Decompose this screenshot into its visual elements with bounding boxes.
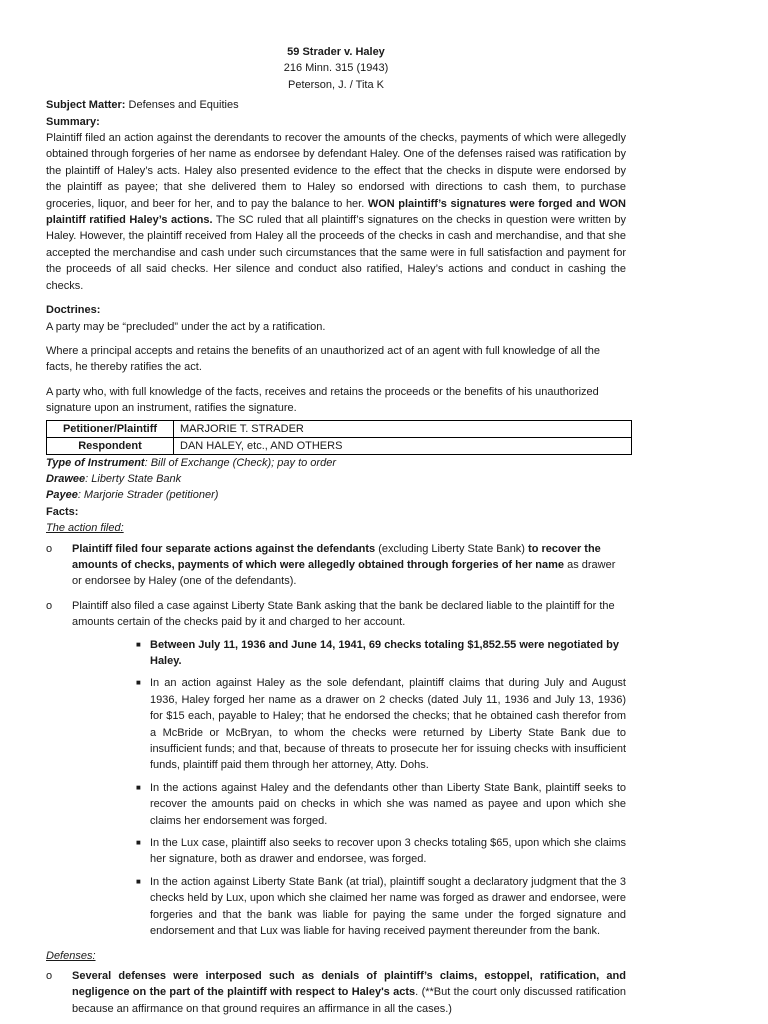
payee-value: : Marjorie Strader (petitioner) — [77, 489, 219, 502]
table-row — [47, 437, 632, 454]
list-item — [46, 598, 626, 631]
case-citation: 216 Minn. 315 (1943) — [283, 62, 389, 75]
party-name: DAN HALEY, etc., AND OTHERS — [174, 437, 632, 454]
action-list — [46, 541, 626, 631]
sub-item-text: In the actions against Haley and the defendants other than Liberty State Bank, plaintiff seeks to recover the amounts paid on checks in which she was named as payee and upon which she claims her endorsement was forged. — [150, 781, 626, 827]
doctrine-2: Where a principal accepts and retains the benefits of an unauthorized act of an agent with full knowledge of all the facts, he thereby ratifies the act. — [46, 344, 601, 374]
sub-item-text: In the Lux case, plaintiff also seeks to recover upon 3 checks totaling $65, upon which she claims her signature, both as drawer and endorsee, was forged. — [150, 837, 626, 866]
party-name: MARJORIE T. STRADER — [174, 420, 632, 437]
drawee — [46, 471, 626, 487]
action-filed-label: The action filed: — [46, 522, 124, 535]
summary-text-a: Plaintiff filed an action against the derendants to recover the amounts of the checks, payments of which were allegedly obtained through forgeries of her name as endorsee by defendant Haley. One of the defenses raised was ratification by the plaintiff of Haley’s acts. Haley also presented evidence to the effect that the checks in dispute were endorsed by the plaintiff as payee; that she delivered them to Haley so endorsed with directions to cash them, to purchase groceries, liquor, and beer for her, and to pay the balance to her. — [46, 132, 626, 210]
subject-label: Subject Matter: — [46, 99, 126, 112]
summary-label: Summary: — [46, 115, 100, 128]
defenses-list — [46, 968, 626, 1017]
facts-label: Facts: — [46, 505, 79, 518]
instrument-type — [46, 455, 626, 471]
action-1-bold-b: to recover the amounts of checks, payments of which were allegedly obtained through forgeries of her name — [72, 542, 601, 571]
doctrine-1: A party may be “precluded” under the act by a ratification. — [46, 320, 326, 333]
payee — [46, 487, 626, 503]
instrument-type-value: : Bill of Exchange (Check); pay to order — [144, 456, 336, 469]
square-bullet-icon: ■ — [136, 838, 141, 848]
party-role: Respondent — [47, 437, 174, 454]
subject-matter — [46, 97, 626, 113]
list-item — [136, 780, 626, 829]
subject-value: Defenses and Equities — [125, 99, 239, 112]
payee-label: Payee — [46, 489, 78, 502]
defenses-bold: Several defenses were interposed such as denials of plaintiff’s claims, estoppel, ratification, and negligence on the part of the plaintiff with respect to Haley's acts — [72, 969, 626, 999]
square-bullet-icon: ■ — [136, 639, 141, 649]
summary-text-c: The SC ruled that all plaintiff’s signatures on the checks in question were written by Haley. However, the plaintiff received from Haley all the proceeds of the checks in cash and merchandise, and that she accepted the merchandise and cash under such circumstances that the same were in full satisfaction and payment for the proceeds of all said checks. Her silence and conduct also ratified, Haley’s actions and conduct in cashing the checks. — [46, 214, 627, 292]
doctrines-label: Doctrines: — [46, 304, 101, 317]
bullet-icon: o — [46, 542, 53, 555]
square-bullet-icon: ■ — [136, 876, 141, 886]
list-item — [46, 968, 626, 1017]
table-row — [47, 420, 632, 437]
drawee-value: : Liberty State Bank — [85, 472, 182, 485]
defenses-label: Defenses: — [46, 949, 96, 962]
parties-table — [46, 420, 632, 455]
doctrine-3: A party who, with full knowledge of the facts, receives and retains the proceeds or the benefits of his unauthorized signature upon an instrument, ratifies the signature. — [46, 385, 599, 415]
action-1-text-b: as drawer or endorsee by Haley (one of the defendants). — [72, 558, 616, 588]
case-header — [46, 44, 626, 93]
list-item — [136, 835, 626, 868]
square-bullet-icon: ■ — [136, 782, 141, 792]
sub-item-text: In an action against Haley as the sole defendant, plaintiff claims that during July and August 1936, Haley forged her name as a drawer on 2 checks (dated July 11, 1936 and July 13, 1936) for $15 each, payable to Haley; that he endorsed the checks; that he obtained cash therefor from a McBride or McBryan, to whom the checks were returned by Liberty State Bank due to insufficient funds; and that, because of threats to prosecute her for issuing checks with insufficient funds, plaintiff paid them through her attorney, Atty. Dohs. — [150, 677, 626, 772]
list-item — [136, 637, 626, 670]
drawee-label: Drawee — [46, 472, 86, 485]
summary-issue: WON plaintiff’s signatures were forged and WON plaintiff ratified Haley’s actions. — [46, 197, 626, 227]
summary-text — [46, 130, 626, 294]
instrument-type-label: Type of Instrument — [46, 456, 145, 469]
square-bullet-icon: ■ — [136, 678, 141, 688]
action-1-text-a: (excluding Liberty State Bank) — [375, 542, 529, 555]
case-title: 59 Strader v. Haley — [287, 46, 385, 58]
sub-item-bold: Between July 11, 1936 and June 14, 1941, 69 checks totaling $1,852.55 were negotiated by Haley. — [150, 638, 619, 667]
sub-item-text: In the action against Liberty State Bank (at trial), plaintiff sought a declaratory judgment that the 3 checks held by Lux, upon which she claimed her name was forged as drawer and endorsee, were forgeries and that the bank was liable for paying the same under the forged signature and endorsement and that Lux was liable for having received payment thereunder from the bank. — [150, 875, 626, 938]
list-item — [136, 675, 626, 773]
list-item — [46, 541, 626, 590]
party-role: Petitioner/Plaintiff — [47, 420, 174, 437]
sub-list — [46, 637, 626, 940]
action-2-text: Plaintiff also filed a case against Liberty State Bank asking that the bank be declared liable to the plaintiff for the amounts certain of the checks paid by it and charged to her account. — [72, 599, 615, 629]
bullet-icon: o — [46, 599, 53, 612]
action-1-bold-a: Plaintiff filed four separate actions against the defendants — [72, 542, 376, 555]
case-author: Peterson, J. / Tita K — [288, 78, 384, 91]
list-item — [136, 874, 626, 940]
bullet-icon: o — [46, 969, 53, 982]
defenses-text: . (**But the court only discussed ratification because an affirmance on that ground requires an affirmance in all the cases.) — [72, 986, 626, 1015]
